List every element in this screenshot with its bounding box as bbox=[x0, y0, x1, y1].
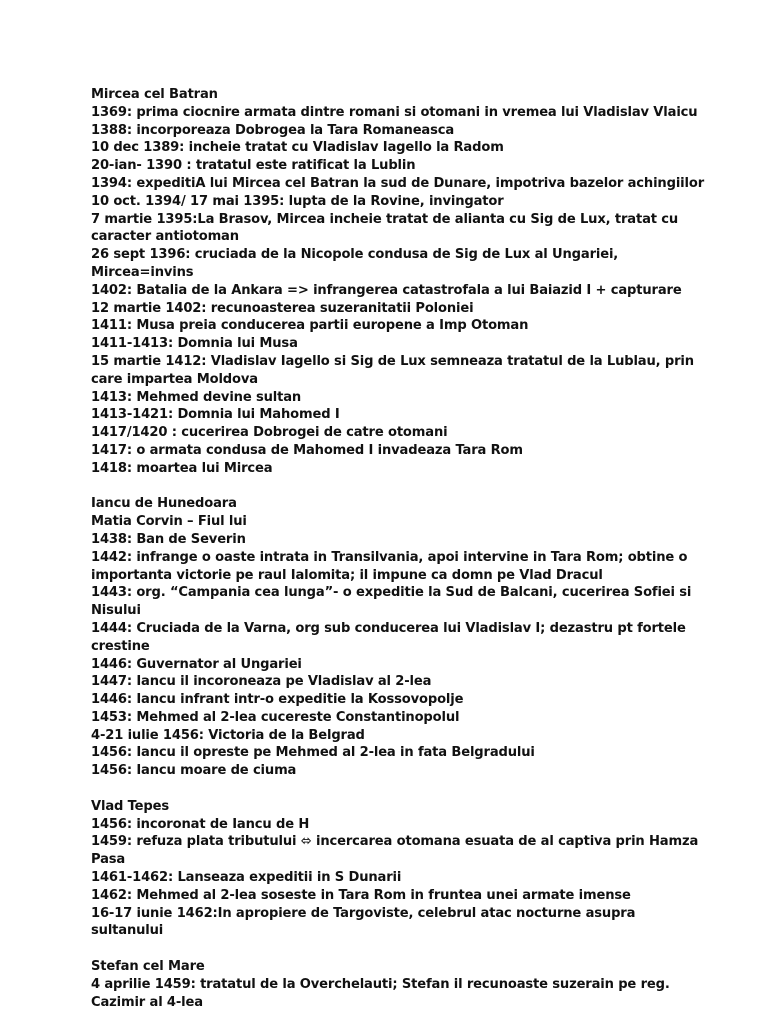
timeline-entry: 7 martie 1395:La Brasov, Mircea incheie tratat de alianta cu Sig de Lux, tratat cu caracter antiotoman bbox=[91, 211, 679, 245]
section-stefan bbox=[91, 958, 708, 1011]
timeline-entry: 1456: Iancu moare de ciuma bbox=[91, 763, 297, 779]
timeline-entry: 1444: Cruciada de la Varna, org sub conducerea lui Vladislav I; dezastru pt fortele crestine bbox=[91, 620, 686, 654]
timeline-entry: 1446: Iancu infrant intr-o expeditie la Kossovopolje bbox=[91, 692, 464, 708]
timeline-entry: 1417: o armata condusa de Mahomed I invadeaza Tara Rom bbox=[91, 442, 523, 458]
timeline-entry: 20-ian- 1390 : tratatul este ratificat la Lublin bbox=[91, 158, 416, 174]
timeline-entry: 1417/1420 : cucerirea Dobrogei de catre otomani bbox=[91, 425, 448, 441]
section-title: Vlad Tepes bbox=[91, 798, 170, 814]
timeline-entry: 1394: expeditiA lui Mircea cel Batran la sud de Dunare, impotriva bazelor achingiilor bbox=[91, 175, 704, 191]
timeline-entry: 16-17 iunie 1462:In apropiere de Targoviste, celebrul atac nocturne asupra sultanului bbox=[91, 905, 636, 939]
timeline-entry: 15 martie 1412: Vladislav Iagello si Sig de Lux semneaza tratatul de la Lublau, prin care impartea Moldova bbox=[91, 353, 694, 387]
timeline-entry: 1462: Mehmed al 2-lea soseste in Tara Rom in fruntea unei armate imense bbox=[91, 887, 631, 903]
timeline-entry: 1446: Guvernator al Ungariei bbox=[91, 656, 302, 672]
timeline-entry: 1411-1413: Domnia lui Musa bbox=[91, 336, 298, 352]
section-title: Iancu de Hunedoara bbox=[91, 496, 237, 512]
timeline-entry: 10 oct. 1394/ 17 mai 1395: lupta de la Rovine, invingator bbox=[91, 193, 504, 209]
timeline-entry: 1461-1462: Lanseaza expeditii in S Dunarii bbox=[91, 870, 402, 886]
section-mircea bbox=[91, 86, 708, 478]
section-vlad bbox=[91, 798, 708, 940]
timeline-entry: Matia Corvin – Fiul lui bbox=[91, 514, 247, 530]
timeline-entry: 1413-1421: Domnia lui Mahomed I bbox=[91, 407, 340, 423]
timeline-entry: 1459: refuza plata tributului ⬄ incercarea otomana esuata de al captiva prin Hamza Pasa bbox=[91, 834, 699, 868]
section-title: Stefan cel Mare bbox=[91, 959, 205, 975]
timeline-entry: 1456: incoronat de Iancu de H bbox=[91, 816, 310, 832]
timeline-entry: 26 sept 1396: cruciada de la Nicopole condusa de Sig de Lux al Ungariei, Mircea=invins bbox=[91, 247, 619, 280]
timeline-entry: 1402: Batalia de la Ankara => infrangerea catastrofala a lui Baiazid I + capturare bbox=[91, 282, 682, 298]
timeline-entry: 1453: Mehmed al 2-lea cucereste Constantinopolul bbox=[91, 709, 460, 725]
timeline-entry: 1411: Musa preia conducerea partii europene a Imp Otoman bbox=[91, 318, 529, 334]
timeline-entry: 1456: Iancu il opreste pe Mehmed al 2-lea in fata Belgradului bbox=[91, 745, 535, 761]
timeline-entry: 10 dec 1389: incheie tratat cu Vladislav Iagello la Radom bbox=[91, 140, 504, 156]
section-iancu bbox=[91, 495, 708, 780]
timeline-entry: 1447: Iancu il incoroneaza pe Vladislav al 2-lea bbox=[91, 674, 432, 690]
timeline-entry: 1418: moartea lui Mircea bbox=[91, 460, 273, 476]
timeline-entry: 4 aprilie 1459: tratatul de la Overchelauti; Stefan il recunoaste suzerain pe reg. Cazimir al 4-lea bbox=[91, 976, 670, 1010]
timeline-entry: 1369: prima ciocnire armata dintre romani si otomani in vremea lui Vladislav Vlaicu bbox=[91, 104, 698, 120]
timeline-entry: 1438: Ban de Severin bbox=[91, 531, 246, 547]
timeline-entry: 1413: Mehmed devine sultan bbox=[91, 389, 302, 405]
section-title: Mircea cel Batran bbox=[91, 87, 218, 102]
timeline-entry: 12 martie 1402: recunoasterea suzeranitatii Poloniei bbox=[91, 300, 474, 316]
timeline-entry: 1442: infrange o oaste intrata in Transilvania, apoi intervine in Tara Rom; obtine o importanta victorie pe raul Ialomita; il impune ca domn pe Vlad Dracul bbox=[91, 549, 688, 583]
timeline-entry: 1388: incorporeaza Dobrogea la Tara Romaneasca bbox=[91, 122, 455, 138]
timeline-entry: 1443: org. “Campania cea lunga”- o expeditie la Sud de Balcani, cucerirea Sofiei si Nisului bbox=[91, 585, 692, 619]
timeline-entry: 4-21 iulie 1456: Victoria de la Belgrad bbox=[91, 727, 365, 743]
